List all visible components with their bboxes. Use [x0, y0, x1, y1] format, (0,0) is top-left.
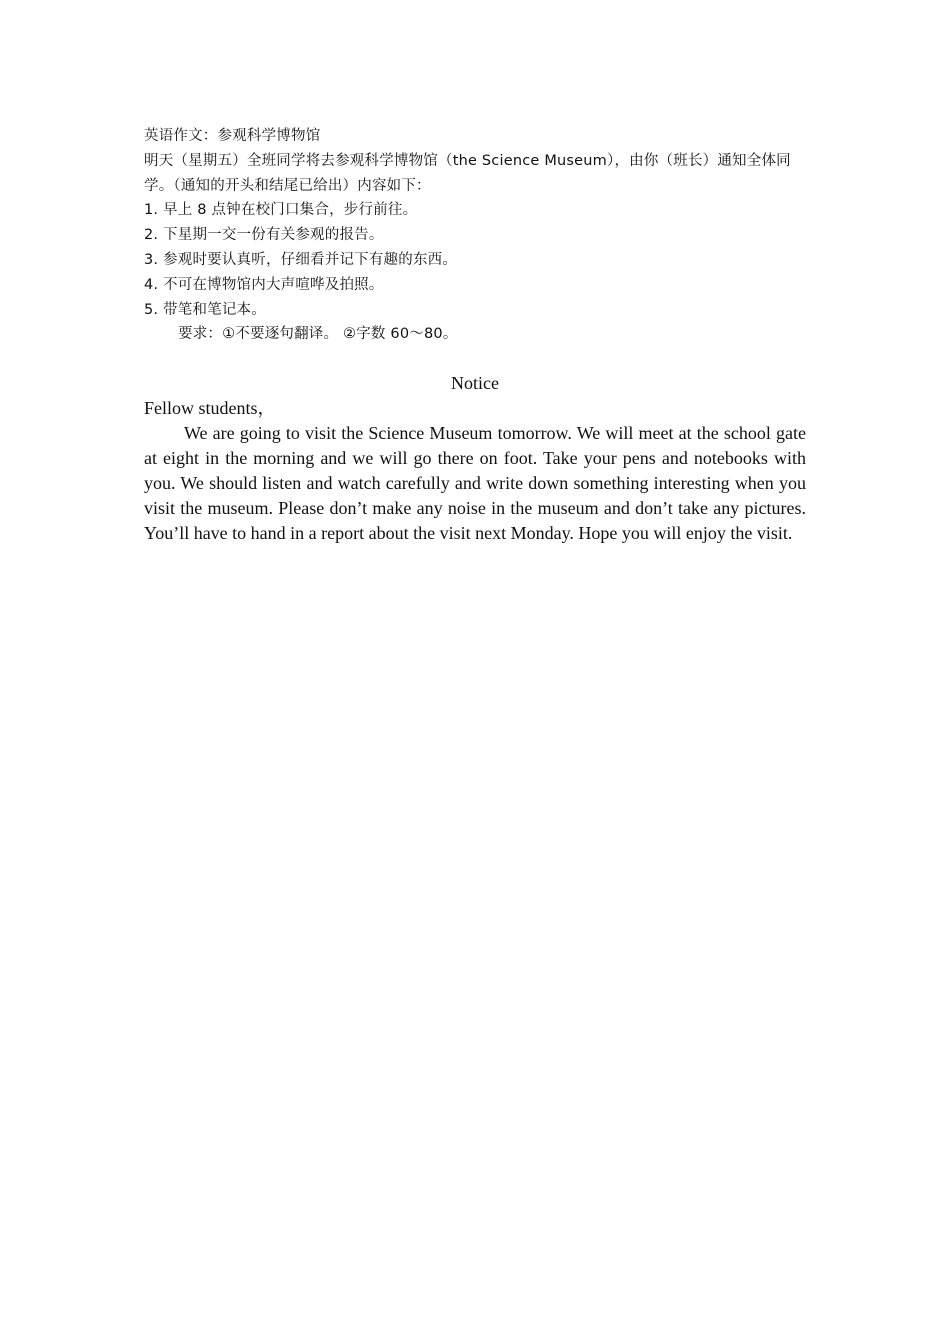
- section-spacer: [144, 347, 806, 371]
- document-page: [144, 124, 806, 546]
- notice-heading: Notice: [451, 373, 499, 394]
- prompt-text: 明天（星期五）全班同学将去参观科学博物馆（the Science Museum），由你（班长）通知全体同学。（通知的开头和结尾已给出）内容如下：: [144, 152, 791, 194]
- notice-body: We are going to visit the Science Museum tomorrow. We will meet at the school gate at eight in the morning and we will go there on foot. Take your pens and notebooks with you. We should listen and watch carefully and write down something interesting when you visit the museum. Please don’t make any noise in the museum and don’t take any pictures. You’ll have to hand in a report about the visit next Monday. Hope you will enjoy the visit.: [144, 423, 806, 544]
- list-item: 3. 参观时要认真听，仔细看并记下有趣的东西。: [144, 251, 458, 268]
- list-item: 1. 早上 8 点钟在校门口集合，步行前往。: [144, 202, 418, 219]
- requirements-text: 要求：①不要逐句翻译。 ②字数 60～80。: [178, 326, 458, 343]
- list-item: 2. 下星期一交一份有关参观的报告。: [144, 227, 384, 244]
- document-title: 英语作文：参观科学博物馆: [144, 128, 321, 144]
- notice-salutation: Fellow students，: [144, 398, 276, 419]
- list-item: 4. 不可在博物馆内大声喧哗及拍照。: [144, 276, 384, 293]
- list-item: 5. 带笔和笔记本。: [144, 301, 266, 318]
